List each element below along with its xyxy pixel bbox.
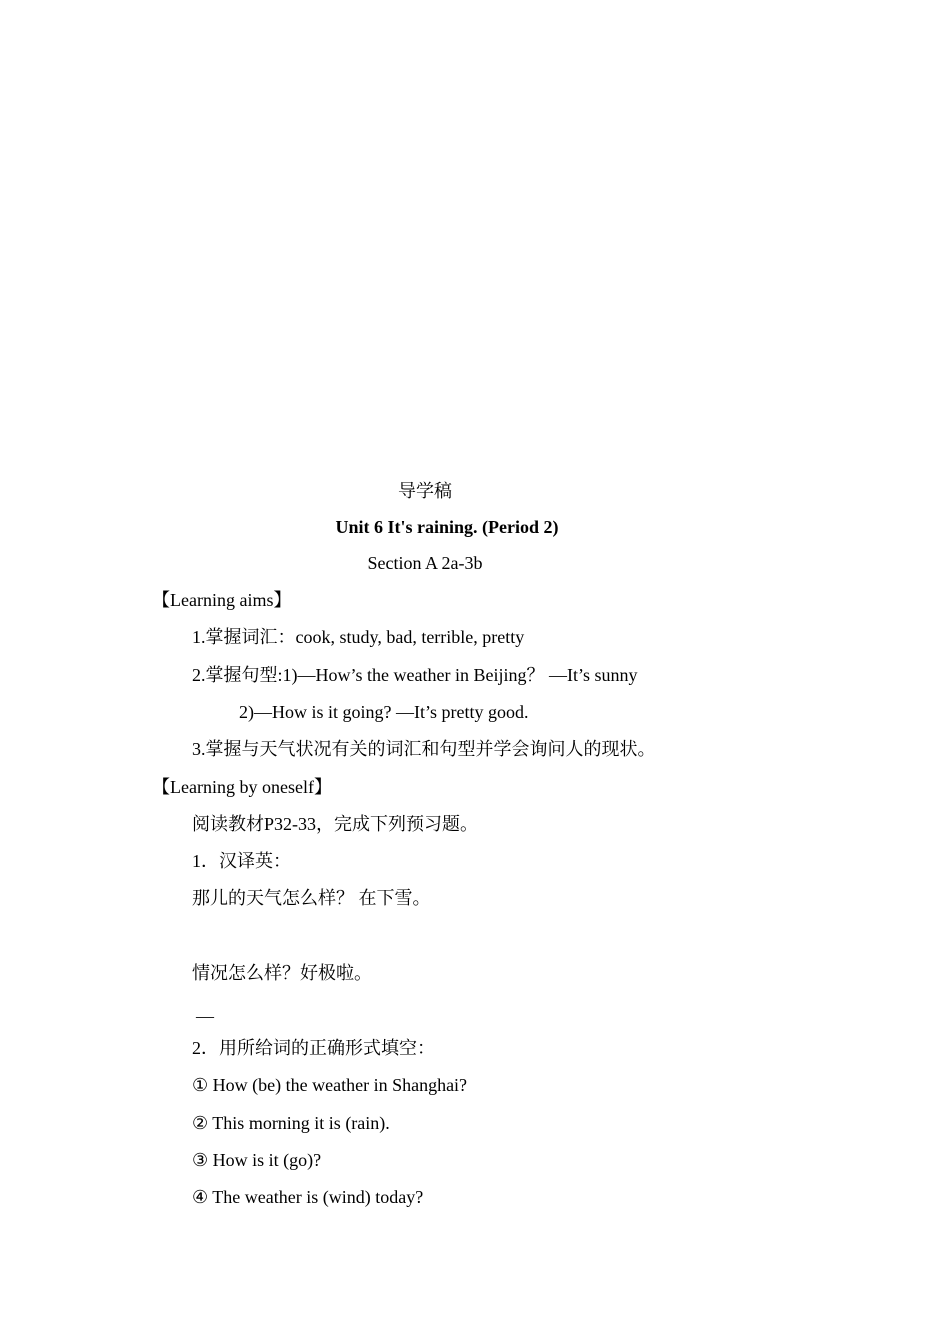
learning-aim-item: 1.掌握词汇：cook, study, bad, terrible, pretty [192,627,525,647]
task2-item: ② This morning it is (rain). [192,1113,390,1133]
task2-item: ① How (be) the weather in Shanghai? [192,1075,468,1095]
answer-dash: — [196,1006,214,1026]
learning-aim-item: 2)—How is it going? —It’s pretty good. [239,702,529,722]
task2-title: 2．用所给词的正确形式填空： [192,1038,435,1058]
task1-item: 情况怎么样？好极啦。 [192,963,372,983]
doc-type-label: 导学稿 [398,481,452,501]
task2-item: ③ How is it (go)? [192,1150,322,1170]
task2-item: ④ The weather is (wind) today? [192,1187,424,1207]
learning-aims-heading: 【Learning aims】 [152,590,292,610]
learning-aim-item: 3.掌握与天气状况有关的词汇和句型并学会询问人的现状。 [192,739,656,759]
learning-by-oneself-heading: 【Learning by oneself】 [152,777,332,797]
task1-item: 那儿的天气怎么样？ 在下雪。 [192,888,431,908]
learning-aim-item: 2.掌握句型:1)—How’s the weather in Beijing？ —It’s sunny [192,665,638,685]
task1-title: 1．汉译英： [192,851,291,871]
section-label: Section A 2a-3b [367,553,483,573]
document-title: Unit 6 It's raining. (Period 2) [335,517,559,537]
preview-intro: 阅读教材P32-33，完成下列预习题。 [192,814,479,834]
